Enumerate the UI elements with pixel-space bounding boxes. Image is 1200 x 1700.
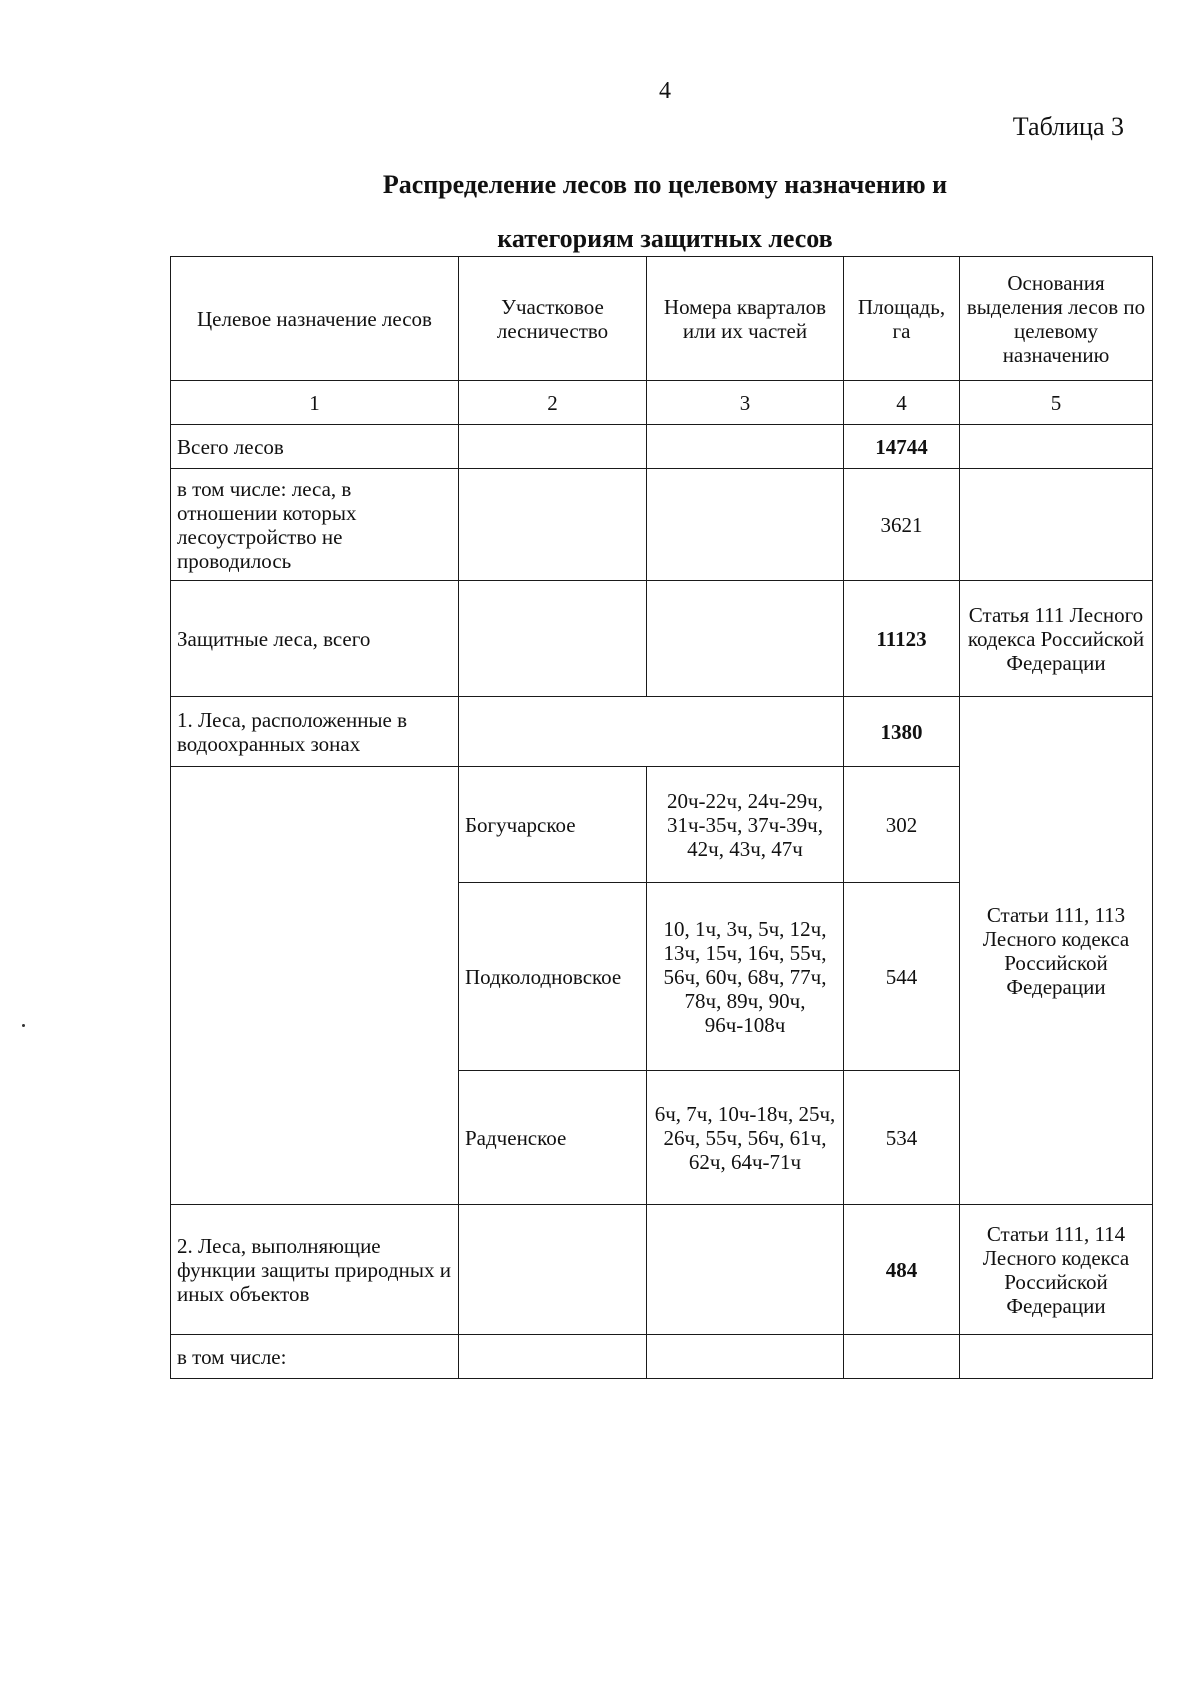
header-quarters: Номера кварталов или их частей <box>647 257 844 381</box>
title-line-2: категориям защитных лесов <box>497 224 833 253</box>
page-number: 4 <box>659 78 671 104</box>
row-water-zones-label: 1. Леса, расположенные в водоохранных зонах <box>171 697 459 767</box>
row-water-zones <box>171 697 1153 767</box>
row-podkolodnovsk-area: 544 <box>844 883 960 1071</box>
column-number: 3 <box>647 381 844 425</box>
document-title <box>0 158 1200 266</box>
empty-cell <box>459 469 647 581</box>
row-protection-functions-label: 2. Леса, выполняющие функции защиты природных и иных объектов <box>171 1205 459 1335</box>
empty-cell <box>459 1205 647 1335</box>
empty-cell <box>647 469 844 581</box>
column-number: 2 <box>459 381 647 425</box>
row-total <box>171 425 1153 469</box>
row-not-surveyed-area: 3621 <box>844 469 960 581</box>
row-not-surveyed-label: в том числе: леса, в отношении которых лесоустройство не проводилось <box>171 469 459 581</box>
header-basis: Основания выделения лесов по целевому назначению <box>960 257 1153 381</box>
table-label: Таблица 3 <box>1012 112 1124 141</box>
row-water-zones-basis: Статьи 111, 113 Лесного кодекса Российской Федерации <box>960 697 1153 1205</box>
row-protection-functions-area: 484 <box>844 1205 960 1335</box>
column-number: 1 <box>171 381 459 425</box>
row-protective-total-area: 11123 <box>844 581 960 697</box>
row-boguchar-forestry: Богучарское <box>459 767 647 883</box>
header-area: Площадь, га <box>844 257 960 381</box>
row-boguchar-area: 302 <box>844 767 960 883</box>
empty-cell <box>647 1335 844 1379</box>
header-purpose: Целевое назначение лесов <box>171 257 459 381</box>
empty-cell <box>960 1335 1153 1379</box>
row-boguchar-quarters: 20ч-22ч, 24ч-29ч, 31ч-35ч, 37ч-39ч, 42ч, 43ч, 47ч <box>647 767 844 883</box>
row-not-surveyed <box>171 469 1153 581</box>
empty-cell <box>647 425 844 469</box>
row-total-area: 14744 <box>844 425 960 469</box>
empty-cell <box>171 767 459 1205</box>
row-protective-total-label: Защитные леса, всего <box>171 581 459 697</box>
row-total-label: Всего лесов <box>171 425 459 469</box>
row-protection-functions-basis: Статьи 111, 114 Лесного кодекса Российской Федерации <box>960 1205 1153 1335</box>
header-row <box>171 257 1153 381</box>
empty-cell <box>459 697 844 767</box>
empty-cell <box>960 425 1153 469</box>
row-podkolodnovsk-forestry: Подколодновское <box>459 883 647 1071</box>
row-radchensk-area: 534 <box>844 1071 960 1205</box>
empty-cell <box>459 425 647 469</box>
row-including <box>171 1335 1153 1379</box>
row-protection-functions <box>171 1205 1153 1335</box>
row-protective-total-basis: Статья 111 Лесного кодекса Российской Федерации <box>960 581 1153 697</box>
header-forestry: Участковое лесничество <box>459 257 647 381</box>
row-water-zones-area: 1380 <box>844 697 960 767</box>
row-radchensk-forestry: Радченское <box>459 1071 647 1205</box>
empty-cell <box>459 1335 647 1379</box>
empty-cell <box>960 469 1153 581</box>
column-number: 4 <box>844 381 960 425</box>
forest-distribution-table <box>170 256 1153 1379</box>
empty-cell <box>647 1205 844 1335</box>
row-podkolodnovsk-quarters: 10, 1ч, 3ч, 5ч, 12ч, 13ч, 15ч, 16ч, 55ч, 56ч, 60ч, 68ч, 77ч, 78ч, 89ч, 90ч, 96ч-108ч <box>647 883 844 1071</box>
row-radchensk-quarters: 6ч, 7ч, 10ч-18ч, 25ч, 26ч, 55ч, 56ч, 61ч, 62ч, 64ч-71ч <box>647 1071 844 1205</box>
column-number: 5 <box>960 381 1153 425</box>
empty-cell <box>647 581 844 697</box>
column-number-row <box>171 381 1153 425</box>
row-including-label: в том числе: <box>171 1335 459 1379</box>
scan-speck <box>22 1024 25 1027</box>
title-line-1: Распределение лесов по целевому назначению и <box>382 170 948 199</box>
empty-cell <box>459 581 647 697</box>
row-protective-total <box>171 581 1153 697</box>
empty-cell <box>844 1335 960 1379</box>
